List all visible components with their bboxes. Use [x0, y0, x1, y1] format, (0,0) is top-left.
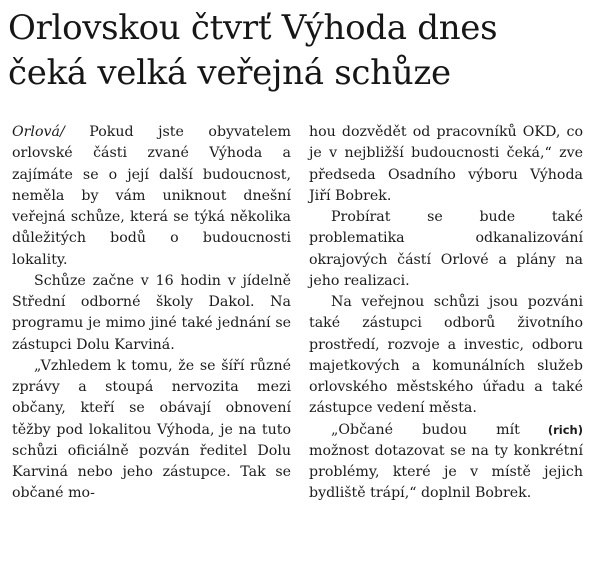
paragraph-sewerage: Probírat se bude také problematika odkanalizování okrajových částí Orlové a plány na jeho realizaci.	[309, 209, 583, 289]
paragraph-meeting-time: Schůze začne v 16 hodin v jídelně Střední odborné školy Dakol. Na programu je mimo jiné také jednání se zástupci Dolu Karviná.	[12, 272, 291, 353]
paragraph-intro-text: Pokud jste obyvatelem orlovské části zvané Výhoda a zajímáte se o její další budoucnost, neměla by vám uniknout dnešní veřejná schůze, která se týká několika důležitých bodů o budoucnosti lokality.	[12, 124, 291, 268]
paragraph-invitees: Na veřejnou schůzi jsou pozváni také zástupci odborů životního prostředí, rozvoje a investic, odboru majetkových a komunálních služeb orlovského městského úřadu a také zástupce vedení města.	[309, 294, 583, 417]
paragraph-intro	[12, 122, 291, 271]
paragraph-quote-start: „Vzhledem k tomu, že se šíří různé zprávy a stoupá nervozita mezi občany, kteří se obávají obnovení těžby pod lokalitou Výhoda, je na tuto schůzi oficiálně pozván ředitel Dolu Karviná nebo jeho zástupce. Tak se občané mo‑	[12, 357, 291, 502]
paragraph-quote-continuation: hou dozvědět od pracovníků OKD, co je v nejbližší budoucnosti čeká,“ zve předseda Osadního výboru Výhoda Jiří Bobrek.	[309, 124, 583, 204]
paragraph-closing-quote	[309, 420, 583, 505]
article-column-right	[309, 122, 583, 505]
headline: Orlovskou čtvrť Výhoda dnes čeká velká veřejná schůze	[8, 8, 498, 93]
article-column-left	[12, 122, 291, 505]
author-byline: (rich)	[547, 422, 583, 437]
dateline: Orlová/	[12, 124, 65, 140]
paragraph-closing-quote-text: „Občané budou mít možnost dotazovat se na ty konkrétní problémy, které je v místě jejich bydliště trápí,“ doplnil Bobrek.	[309, 421, 583, 502]
